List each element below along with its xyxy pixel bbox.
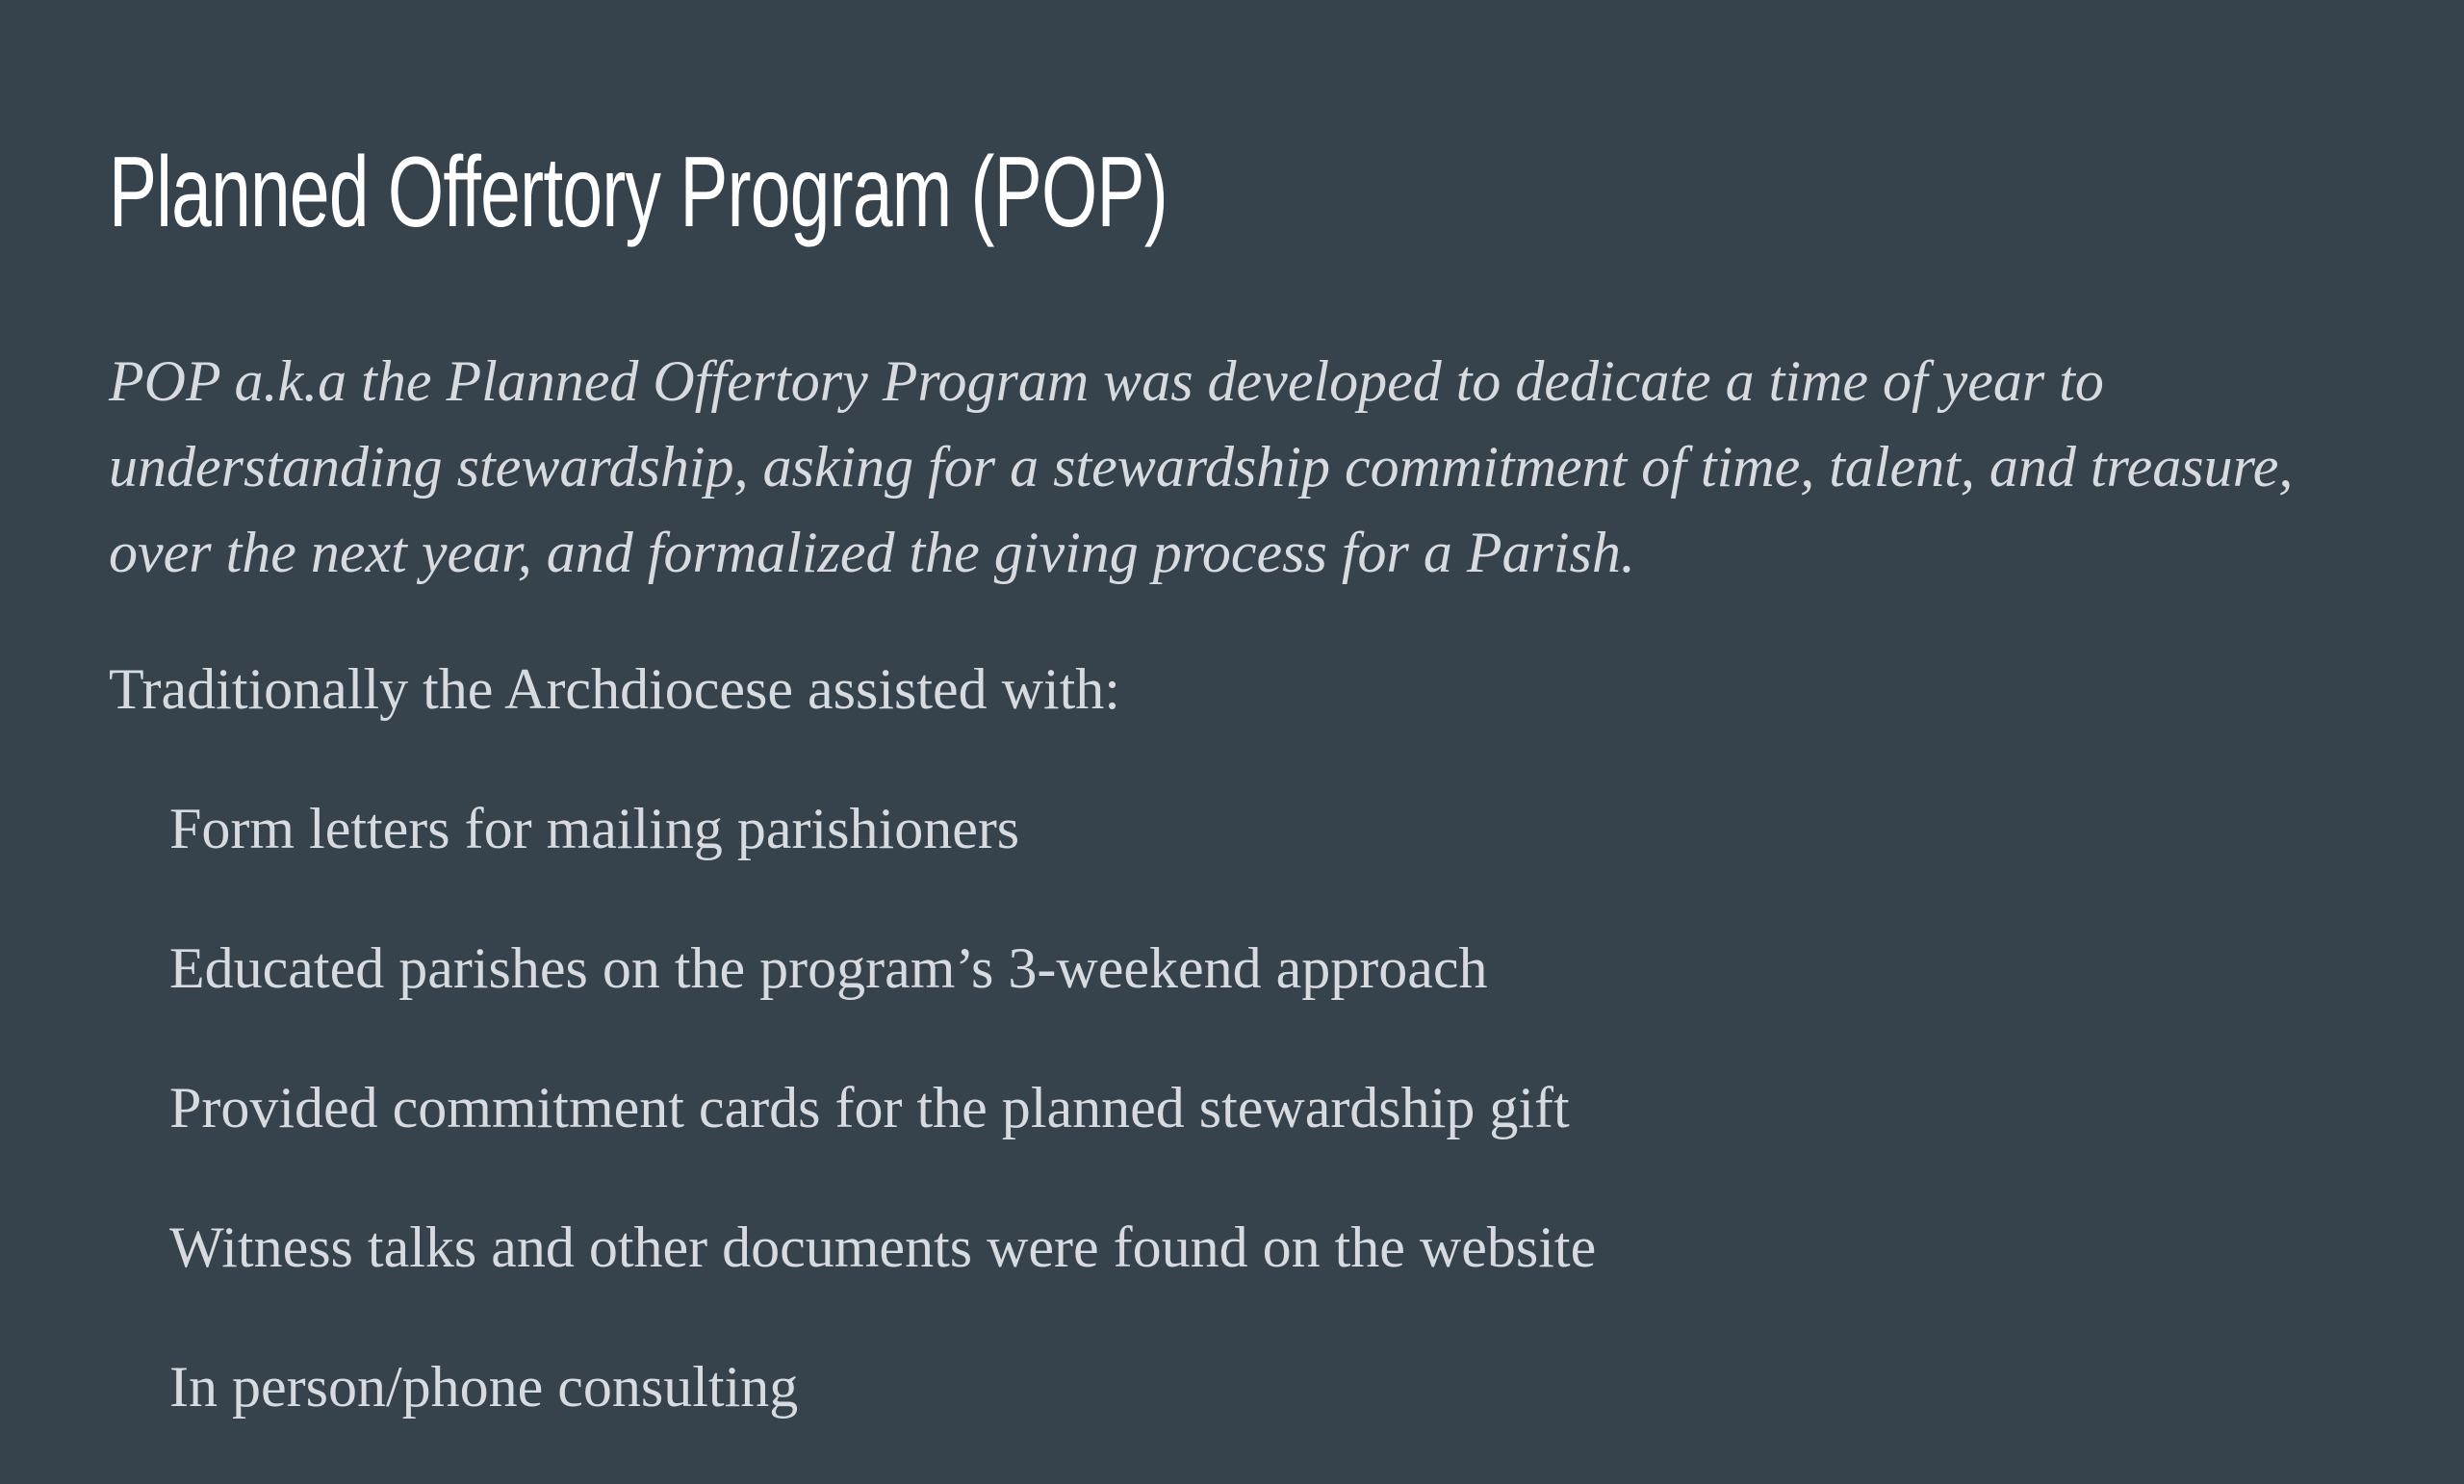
list-item: Witness talks and other documents were found on the website [169,1215,1597,1279]
list-item: In person/phone consulting [169,1355,799,1419]
list-item: Educated parishes on the program’s 3-weekend approach [169,936,1488,1000]
list-item: Form letters for mailing parishioners [169,797,1020,860]
lead-text: Traditionally the Archdiocese assisted with: [109,657,1120,721]
list-item: Provided commitment cards for the planned stewardship gift [169,1076,1570,1139]
intro-paragraph: POP a.k.a the Planned Offertory Program was developed to dedicate a time of year to understanding stewardship, asking for a stewardship commitment of time, talent, and treasure, over the next year, and formalized the giving process for a Parish. [109,349,2294,584]
slide-title: Planned Offertory Program (POP) [109,137,1168,248]
assistance-list [169,786,1596,1484]
